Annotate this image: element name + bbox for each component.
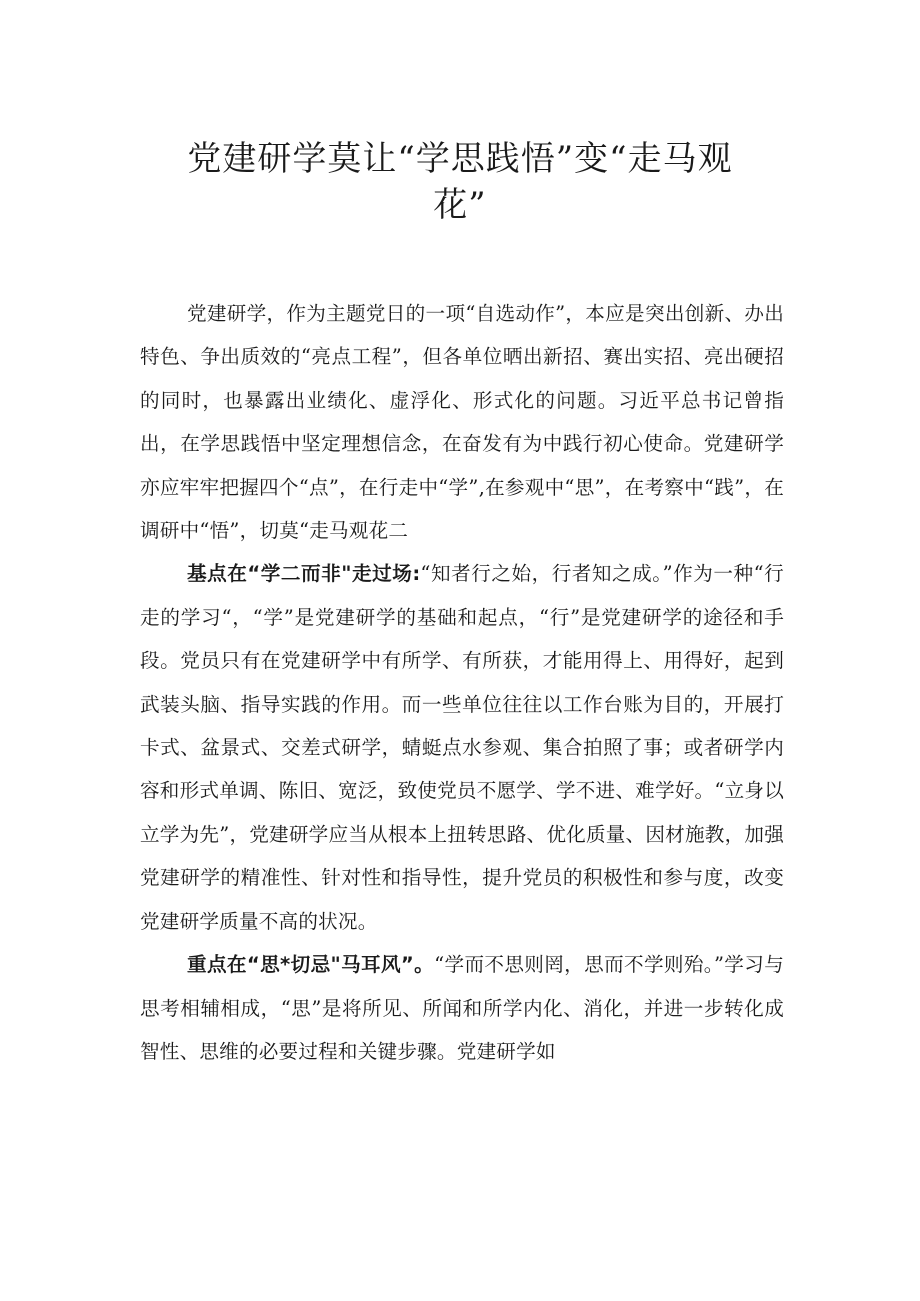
paragraph-intro — [140, 292, 784, 552]
paragraph-text: “知者行之始，行者知之成。”作为一种“行走的学习“，“学”是党建研学的基础和起点，“行”是党建研学的途径和手段。党员只有在党建研学中有所学、有所获，才能用得上、用得好，起到武装头脑、指导实践的作用。而一些单位往往以工作台账为目的，开展打卡式、盆景式、交差式研学，蜻蜓点水参观、集合拍照了事；或者研学内容和形式单调、陈旧、宽泛，致使党员不愿学、学不进、难学好。“立身以立学为先”，党建研学应当从根本上扭转思路、优化质量、因材施教，加强党建研学的精准性、针对性和指导性，提升党员的积极性和参与度，改变党建研学质量不高的状况。 — [140, 562, 784, 933]
title-line-1: 党建研学莫让“学思践悟”变“走马观 — [187, 139, 733, 179]
title-line-2: 花” — [433, 185, 487, 225]
paragraph-learn — [140, 552, 784, 943]
paragraph-text: 党建研学，作为主题党日的一项“自选动作”，本应是突出创新、办出特色、争出质效的“亮点工程”，但各单位晒出新招、赛出实招、亮出硬招的同时，也暴露出业绩化、虚浮化、形式化的问题。习近平总书记曾指出，在学思践悟中坚定理想信念，在奋发有为中践行初心使命。党建研学亦应牢牢把握四个“点”，在行走中“学”,在参观中“思”，在考察中“践”，在调研中“悟”，切莫“走马观花二 — [140, 302, 784, 543]
paragraph-lead: 基点在“学二而非"走过场: — [187, 562, 421, 586]
paragraph-think — [140, 943, 784, 1073]
document-title — [140, 136, 780, 228]
paragraph-lead: 重点在“思*切忌"马耳风”。 — [187, 953, 435, 977]
document-body — [140, 292, 784, 1073]
paragraph-text: “学而不思则罔，思而不学则殆。”学习与思考相辅相成，“思”是将所见、所闻和所学内化、消化，并进一步转化成智性、思维的必要过程和关键步骤。党建研学如 — [140, 953, 784, 1063]
